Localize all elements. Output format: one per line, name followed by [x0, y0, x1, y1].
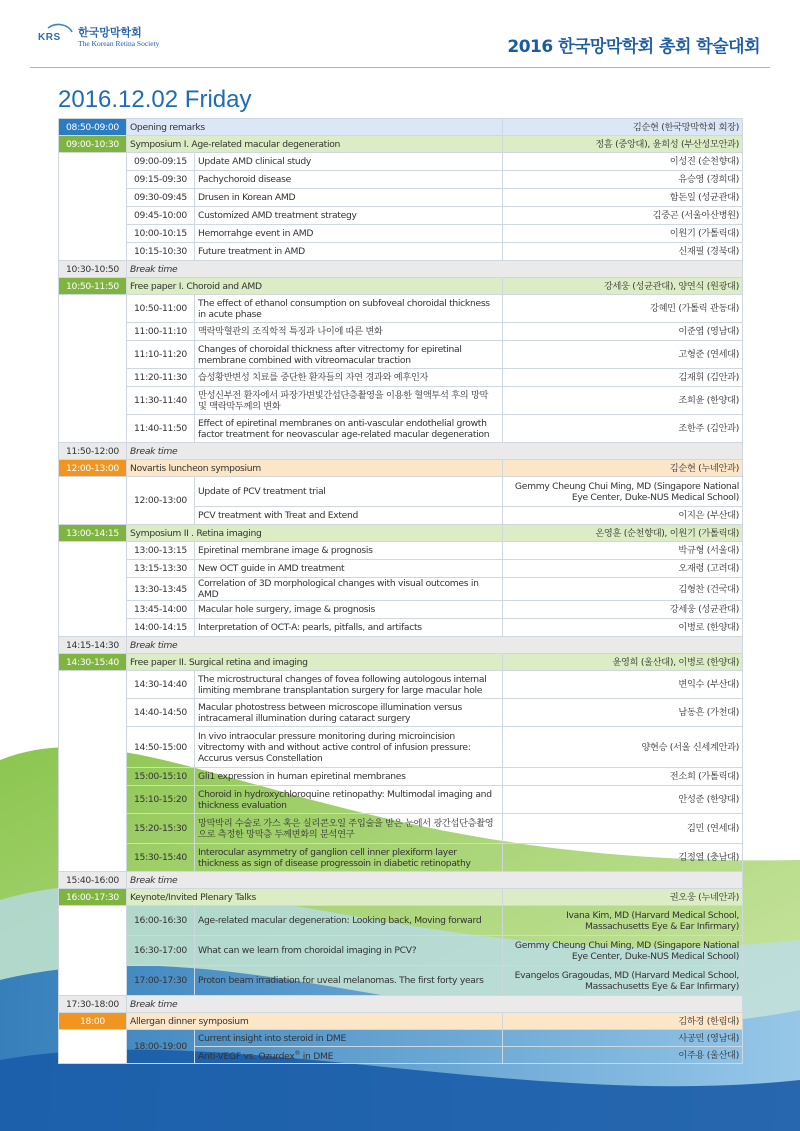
talk-speaker: 김민 (연세대): [503, 814, 743, 844]
talk-time: 16:00-16:30: [127, 906, 195, 936]
talk-row: [59, 323, 743, 341]
break-time: 14:15-14:30: [59, 637, 127, 654]
talk-time: 11:00-11:10: [127, 323, 195, 341]
logo-korean-text: 한국망막학회: [78, 26, 142, 39]
break-label: Break time: [127, 872, 743, 889]
talk-speaker: 이병로 (한양대): [503, 619, 743, 637]
talk-speaker: 전소희 (가톨릭대): [503, 768, 743, 786]
talk-title: Macular photostress between microscope illumination versus intracameral illumination during cataract surgery: [195, 699, 503, 727]
talk-speaker: 고형준 (연세대): [503, 341, 743, 369]
talk-time: 13:30-13:45: [127, 578, 195, 601]
session-time: 13:00-14:15: [59, 525, 127, 542]
talk-title: Hemorrahge event in AMD: [195, 225, 503, 243]
talk-time: 14:00-14:15: [127, 619, 195, 637]
session-title: Novartis luncheon symposium: [127, 460, 503, 477]
talk-speaker: 이주용 (울산대): [503, 1047, 743, 1064]
talk-title: The microstructural changes of fovea following autologous internal limiting membrane transplantation surgery for large macular hole: [195, 671, 503, 699]
page-title: 2016 한국망막학회 총회 학술대회: [507, 37, 760, 57]
break-time: 10:30-10:50: [59, 261, 127, 278]
session-row-dinner: [59, 1013, 743, 1030]
talk-title: Interpretation of OCT-A: pearls, pitfalls, and artifacts: [195, 619, 503, 637]
schedule-table: [58, 118, 743, 1064]
talk-row: [59, 369, 743, 387]
talk-time: 11:30-11:40: [127, 387, 195, 415]
talk-title: Changes of choroidal thickness after vitrectomy for epiretinal membrane combined with vitreomacular traction: [195, 341, 503, 369]
talk-time: 11:20-11:30: [127, 369, 195, 387]
talk-title: 만성신부전 환자에서 파장가변빛간섭단층촬영을 이용한 혈액투석 후의 망막 및 맥락막두께의 변화: [195, 387, 503, 415]
talk-time: 15:30-15:40: [127, 844, 195, 872]
society-logo: [38, 22, 159, 52]
session-chair: 강세웅 (성균관대), 양연식 (원광대): [503, 278, 743, 295]
talk-title: PCV treatment with Treat and Extend: [195, 507, 503, 525]
talk-row: [59, 699, 743, 727]
session-time: 10:50-11:50: [59, 278, 127, 295]
talk-title: Drusen in Korean AMD: [195, 189, 503, 207]
talk-speaker: 양현승 (서울 신세계안과): [503, 727, 743, 768]
talk-row: [59, 727, 743, 768]
talk-row: [59, 786, 743, 814]
talk-time: 14:30-14:40: [127, 671, 195, 699]
session-chair: 윤영희 (울산대), 이병로 (한양대): [503, 654, 743, 671]
talk-row: [59, 601, 743, 619]
talk-title: [195, 1047, 503, 1064]
session-time: 18:00: [59, 1013, 127, 1030]
talk-title: What can we learn from choroidal imaging in PCV?: [195, 936, 503, 966]
session-time: 14:30-15:40: [59, 654, 127, 671]
talk-row: [59, 906, 743, 936]
talk-time: 16:30-17:00: [127, 936, 195, 966]
talk-title: 맥락막혈관의 조직학적 특징과 나이에 따른 변화: [195, 323, 503, 341]
talk-speaker: 김재휘 (김안과): [503, 369, 743, 387]
session-time: 12:00-13:00: [59, 460, 127, 477]
session-row-opening: [59, 119, 743, 136]
talk-title: Proton beam irradiation for uveal melanomas. The first forty years: [195, 966, 503, 996]
talk-speaker: 함돈일 (성균관대): [503, 189, 743, 207]
header: [0, 0, 800, 70]
talk-row: [59, 415, 743, 443]
talk-time: 14:40-14:50: [127, 699, 195, 727]
krs-logo-icon: [38, 22, 74, 52]
talk-row: [59, 171, 743, 189]
session-title: Allergan dinner symposium: [127, 1013, 503, 1030]
talk-speaker: 박규형 (서울대): [503, 542, 743, 560]
talk-title: Correlation of 3D morphological changes with visual outcomes in AMD: [195, 578, 503, 601]
talk-row: [59, 542, 743, 560]
talk-title: Effect of epiretinal membranes on anti-vascular endothelial growth factor treatment for neovascular age-related macular degeneration: [195, 415, 503, 443]
session-title: Keynote/Invited Plenary Talks: [127, 889, 503, 906]
talk-title: Macular hole surgery, image & prognosis: [195, 601, 503, 619]
break-label: Break time: [127, 637, 743, 654]
talk-speaker: 사공민 (영남대): [503, 1030, 743, 1047]
talk-time: 13:00-13:15: [127, 542, 195, 560]
talk-time: 15:20-15:30: [127, 814, 195, 844]
session-row-keynote: [59, 889, 743, 906]
session-row-symposium-1: [59, 136, 743, 153]
session-row-free-paper-1: [59, 278, 743, 295]
talk-row: [59, 671, 743, 699]
talk-speaker: Gemmy Cheung Chui Ming, MD (Singapore National Eye Center, Duke-NUS Medical School): [503, 936, 743, 966]
talk-title: Age-related macular degeneration: Looking back, Moving forward: [195, 906, 503, 936]
talk-time: 12:00-13:00: [127, 477, 195, 525]
talk-row: [59, 619, 743, 637]
session-chair: 김순현 (한국망막학회 회장): [503, 119, 743, 136]
session-title: Opening remarks: [127, 119, 503, 136]
talk-time: 13:15-13:30: [127, 560, 195, 578]
talk-time: 11:10-11:20: [127, 341, 195, 369]
talk-row: [59, 153, 743, 171]
talk-speaker: 이지은 (부산대): [503, 507, 743, 525]
session-chair: 온영훈 (순천향대), 이원기 (가톨릭대): [503, 525, 743, 542]
talk-row: [59, 243, 743, 261]
talk-time: 14:50-15:00: [127, 727, 195, 768]
talk-speaker: 남동흔 (가천대): [503, 699, 743, 727]
talk-speaker: 변익수 (부산대): [503, 671, 743, 699]
session-chair: 김순현 (누네안과): [503, 460, 743, 477]
talk-speaker: 유승영 (경희대): [503, 171, 743, 189]
talk-row: [59, 578, 743, 601]
talk-time: 09:00-09:15: [127, 153, 195, 171]
break-time: 15:40-16:00: [59, 872, 127, 889]
session-row-luncheon: [59, 460, 743, 477]
talk-time: 15:00-15:10: [127, 768, 195, 786]
talk-speaker: Ivana Kim, MD (Harvard Medical School, Massachusetts Eye & Ear Infirmary): [503, 906, 743, 936]
talk-speaker: 강세웅 (성균관대): [503, 601, 743, 619]
talk-time: 10:50-11:00: [127, 295, 195, 323]
session-title: Free paper I. Choroid and AMD: [127, 278, 503, 295]
talk-time: 09:45-10:00: [127, 207, 195, 225]
break-time: 11:50-12:00: [59, 443, 127, 460]
session-time: 09:00-10:30: [59, 136, 127, 153]
session-title: Symposium II . Retina imaging: [127, 525, 503, 542]
talk-speaker: 이준엽 (영남대): [503, 323, 743, 341]
talk-title: Customized AMD treatment strategy: [195, 207, 503, 225]
session-title: Symposium I. Age-related macular degeneration: [127, 136, 503, 153]
session-chair: 정흠 (중앙대), 윤희성 (부산성모안과): [503, 136, 743, 153]
talk-row: [59, 207, 743, 225]
talk-row: [59, 295, 743, 323]
break-row: [59, 872, 743, 889]
talk-speaker: 신재필 (경북대): [503, 243, 743, 261]
registered-mark: ®: [294, 1049, 301, 1057]
talk-title: Gli1 expression in human epiretinal membranes: [195, 768, 503, 786]
logo-english-text: The Korean Retina Society: [78, 39, 160, 48]
talk-title: In vivo intraocular pressure monitoring during microincision vitrectomy with and without active control of infusion pressure: Accurus versus Constellation: [195, 727, 503, 768]
talk-title: 망막박리 수술로 가스 혹은 실리콘오일 주입술을 받은 눈에서 광간섭단층촬영으로 측정한 망막층 두께변화의 분석연구: [195, 814, 503, 844]
session-chair: 권오웅 (누네안과): [503, 889, 743, 906]
break-time: 17:30-18:00: [59, 996, 127, 1013]
break-label: Break time: [127, 996, 743, 1013]
talk-time: 10:15-10:30: [127, 243, 195, 261]
talk-row: [59, 387, 743, 415]
logo-mark-text: KRS: [38, 32, 61, 43]
talk-title-main: Anti-VEGF vs. Ozurdex: [198, 1051, 295, 1063]
talk-row: [59, 477, 743, 507]
talk-speaker: Evangelos Gragoudas, MD (Harvard Medical School, Massachusetts Eye & Ear Infirmary): [503, 966, 743, 996]
header-divider: [30, 67, 770, 68]
talk-time: 10:00-10:15: [127, 225, 195, 243]
talk-row: [59, 560, 743, 578]
break-row: [59, 637, 743, 654]
talk-time: 18:00-19:00: [127, 1030, 195, 1064]
talk-speaker: 김형찬 (건국대): [503, 578, 743, 601]
session-row-symposium-2: [59, 525, 743, 542]
talk-time: 09:30-09:45: [127, 189, 195, 207]
talk-speaker: 오재령 (고려대): [503, 560, 743, 578]
talk-title: Future treatment in AMD: [195, 243, 503, 261]
talk-row: [59, 189, 743, 207]
talk-speaker: 이성진 (순천향대): [503, 153, 743, 171]
talk-row: [59, 768, 743, 786]
talk-title: Current insight into steroid in DME: [195, 1030, 503, 1047]
talk-speaker: Gemmy Cheung Chui Ming, MD (Singapore National Eye Center, Duke-NUS Medical School): [503, 477, 743, 507]
talk-time: 15:10-15:20: [127, 786, 195, 814]
talk-row: [59, 966, 743, 996]
break-row: [59, 261, 743, 278]
talk-title: The effect of ethanol consumption on subfoveal choroidal thickness in acute phase: [195, 295, 503, 323]
talk-title: New OCT guide in AMD treatment: [195, 560, 503, 578]
talk-speaker: 안성준 (한양대): [503, 786, 743, 814]
talk-title: Pachychoroid disease: [195, 171, 503, 189]
talk-speaker: 조한주 (김안과): [503, 415, 743, 443]
talk-title: Update AMD clinical study: [195, 153, 503, 171]
talk-time: 09:15-09:30: [127, 171, 195, 189]
session-time: 16:00-17:30: [59, 889, 127, 906]
talk-title: Choroid in hydroxychloroquine retinopathy: Multimodal imaging and thickness evaluation: [195, 786, 503, 814]
talk-speaker: 김정열 (충남대): [503, 844, 743, 872]
talk-title-tail: in DME: [300, 1051, 334, 1063]
day-title: 2016.12.02 Friday: [58, 86, 252, 113]
talk-row: [59, 844, 743, 872]
session-row-free-paper-2: [59, 654, 743, 671]
session-title: Free paper II. Surgical retina and imaging: [127, 654, 503, 671]
talk-title: 습성황반변성 치료를 중단한 환자들의 자연 경과와 예후인자: [195, 369, 503, 387]
talk-row: [59, 936, 743, 966]
break-row: [59, 996, 743, 1013]
talk-row: [59, 341, 743, 369]
session-time: 08:50-09:00: [59, 119, 127, 136]
talk-row: [59, 814, 743, 844]
talk-title: Interocular asymmetry of ganglion cell inner plexiform layer thickness as sign of disease progressoin in diabetic retinopathy: [195, 844, 503, 872]
talk-speaker: 김중곤 (서울아산병원): [503, 207, 743, 225]
talk-speaker: 조희윤 (한양대): [503, 387, 743, 415]
talk-time: 11:40-11:50: [127, 415, 195, 443]
talk-title: Update of PCV treatment trial: [195, 477, 503, 507]
break-label: Break time: [127, 261, 743, 278]
talk-speaker: 강혜민 (가톨릭 관동대): [503, 295, 743, 323]
talk-time: 17:00-17:30: [127, 966, 195, 996]
talk-title: Epiretinal membrane image & prognosis: [195, 542, 503, 560]
talk-row: [59, 1030, 743, 1047]
break-label: Break time: [127, 443, 743, 460]
talk-speaker: 이원기 (가톨릭대): [503, 225, 743, 243]
break-row: [59, 443, 743, 460]
talk-time: 13:45-14:00: [127, 601, 195, 619]
talk-row: [59, 225, 743, 243]
session-chair: 김하경 (한림대): [503, 1013, 743, 1030]
